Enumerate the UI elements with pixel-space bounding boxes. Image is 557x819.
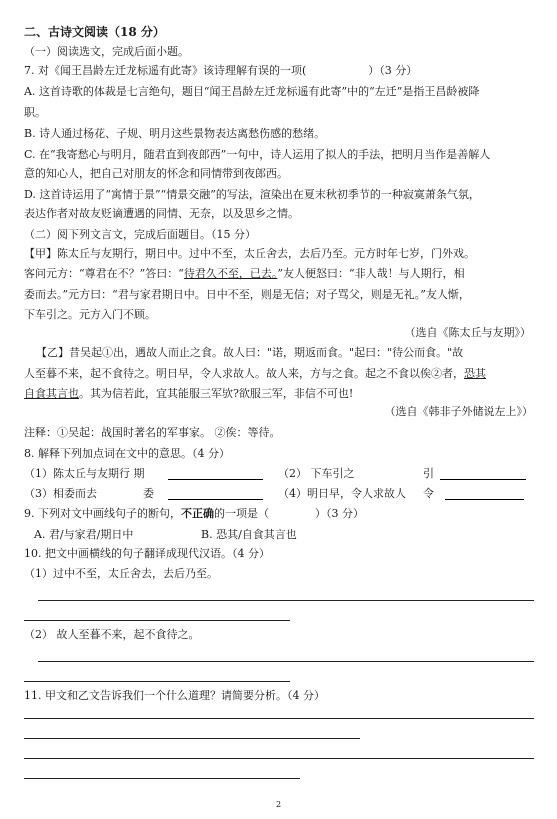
q7-option-d-line2: 表达作者对故友贬谪遭遇的同情、无奈，以及思乡之情。 — [24, 207, 299, 220]
q8-item3-word: 委 — [143, 487, 154, 500]
q11-answer-line4[interactable] — [24, 778, 300, 779]
q7-stem-a: 7. 对《闻王昌龄左迁龙标遥有此寄》该诗理解有误的一项( — [24, 64, 307, 77]
jia-line1: 【甲】陈太丘与友期行，期日中。过中不至，太丘舍去，去后乃至。元方时年七岁，门外戏。 — [24, 247, 475, 260]
jia-line4: 下车引之。元方入门不顾。 — [24, 308, 156, 321]
yi-line2 — [24, 366, 486, 382]
yi-line3 — [24, 386, 353, 402]
q7-option-a-line2: 职。 — [24, 106, 46, 119]
jia-line2 — [24, 266, 465, 282]
q8-item2-blank[interactable] — [440, 468, 526, 480]
q8-item1-label: （1）陈太丘与友期行 期 — [24, 467, 145, 480]
section-title: 二、古诗文阅读（18 分） — [24, 25, 165, 39]
page-number: 2 — [276, 800, 282, 809]
q8-item4-word: 令 — [423, 487, 434, 500]
q8-item4-label: （4）明日早，令人求故人 — [278, 487, 406, 500]
q8-item2-word: 引 — [423, 467, 434, 480]
q7-stem — [24, 63, 417, 79]
jia-source: （选自《陈太丘与友期》） — [404, 326, 531, 339]
q8-item3-blank[interactable] — [168, 488, 263, 500]
yi-underlined-end: 自食其言也 — [24, 387, 79, 400]
part1-heading: （一）阅读选文，完成后面小题。 — [24, 45, 189, 58]
notes: 注释：①吴起：战国时著名的军事家。 ②俟：等待。 — [24, 426, 281, 439]
q8-item2-label: （2） 下车引之 — [278, 467, 355, 480]
yi-line2-text: 人至暮不来，起不食待之。明日早，令人求故人。故人来，方与之食。起之不食以俟②者， — [24, 367, 464, 380]
q9-option-a: A. 君/与家君/期日中 — [34, 528, 134, 541]
q7-option-c-line2: 意的知心人，把自己对朋友的怀念和同情带到夜郎西。 — [24, 167, 288, 180]
q10-answer1-line1[interactable] — [38, 600, 534, 601]
q10-answer2-line1[interactable] — [38, 661, 534, 662]
q11-answer-line1[interactable] — [24, 718, 534, 719]
q8-item1-blank[interactable] — [168, 468, 263, 480]
yi-underlined-start: 恐其 — [464, 367, 486, 380]
q8-item1 — [24, 466, 145, 482]
q7-option-c-line1: C. 在“我寄愁心与明月，随君直到夜郎西”一句中，诗人运用了拟人的手法，把明月当作是善解人 — [24, 148, 491, 161]
q11-answer-line2[interactable] — [24, 738, 360, 739]
q7-option-d-line1: D. 这首诗运用了“寓情于景”“情景交融”的写法，渲染出在夏末秋初季节的一种寂寞萧条气氛， — [24, 188, 480, 201]
q10-answer2-line2[interactable] — [24, 681, 290, 682]
q10-sentence2: （2） 故人至暮不来，起不食待之。 — [24, 628, 200, 641]
q8-item3-label: （3）相委而去 — [24, 487, 97, 500]
q11-answer-line3[interactable] — [24, 758, 534, 759]
jia-underlined-sentence: 待君久不至，已去。 — [183, 267, 278, 280]
q7-option-a-line1: A. 这首诗歌的体裁是七言绝句，题目“闻王昌龄左迁龙标遥有此寄”中的“左迁”是指王昌龄被降 — [24, 85, 480, 98]
yi-line3-text: 。其为信若此，宜其能服三军欤?欲服三军，非信不可也! — [79, 387, 354, 400]
yi-source: （选自《韩非子外储说左上》） — [384, 405, 533, 418]
q10-stem: 10. 把文中画横线的句子翻译成现代汉语。（4 分） — [24, 547, 270, 560]
q8-item2 — [278, 466, 355, 482]
q9-stem-b: 的一项是（ — [214, 507, 269, 520]
q10-answer1-line2[interactable] — [24, 620, 290, 621]
jia-line3: 委而去。”元方曰：“君与家君期日中。日中不至，则是无信；对子骂父，则是无礼。”友人惭， — [24, 288, 470, 301]
q8-item3 — [24, 486, 97, 502]
part2-heading: （二）阅下列文言文，完成后面题目。（15 分） — [24, 228, 256, 241]
q9-stem-c: ）（3 分） — [315, 507, 364, 520]
jia-line2-b: ”友人便怒曰：“非人哉！与人期行，相 — [277, 267, 465, 280]
q9-option-b: B. 恐其/自食其言也 — [201, 528, 297, 541]
q10-sentence1: （1）过中不至，太丘舍去，去后乃至。 — [24, 567, 218, 580]
q9-stem-a: 9. 下列对文中画线句子的断句， — [24, 507, 181, 520]
jia-line2-a: 客问元方：“尊君在不？”答曰：“ — [24, 267, 184, 280]
q11-stem: 11. 甲文和乙文告诉我们一个什么道理？请简要分析。（4 分） — [24, 689, 325, 702]
q8-stem: 8. 解释下列加点词在文中的意思。（4 分） — [24, 447, 230, 460]
q9-stem — [24, 506, 364, 522]
q8-item4 — [278, 486, 406, 502]
q9-stem-emphasis: 不正确 — [181, 507, 214, 520]
q7-option-b: B. 诗人通过杨花、子规、明月这些景物表达离愁伤感的愁绪。 — [24, 127, 326, 140]
q8-item4-blank[interactable] — [445, 488, 524, 500]
yi-line1: 【乙】昔吴起①出，遇故人而止之食。故人曰："诺，期返而食。"起曰："待公而食。"故 — [36, 346, 464, 359]
q7-stem-b: ）（3 分） — [368, 64, 418, 77]
